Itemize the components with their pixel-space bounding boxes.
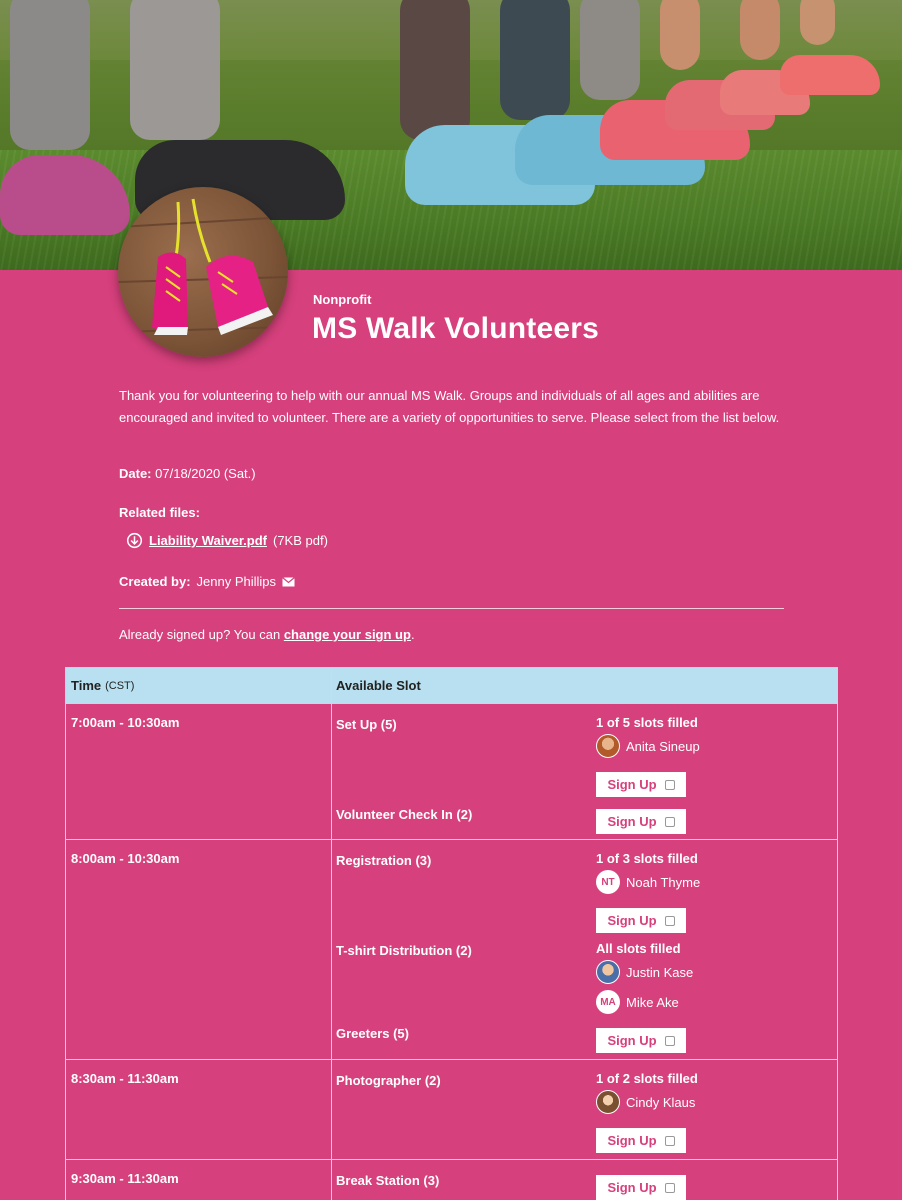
volunteer-name: Anita Sineup (626, 738, 700, 754)
file-download-link[interactable]: Liability Waiver.pdf (149, 533, 267, 548)
sign-up-label: Sign Up (607, 777, 657, 792)
table-row (66, 1059, 837, 1159)
row-slots (332, 840, 837, 1059)
created-by-label: Created by: (119, 574, 191, 589)
table-row (66, 703, 837, 839)
hero-leg (400, 0, 470, 140)
sign-up-checkbox[interactable] (665, 1183, 675, 1193)
sign-up-button[interactable] (596, 809, 686, 834)
sign-up-button[interactable] (596, 1128, 686, 1153)
volunteer (596, 990, 679, 1014)
sign-up-button[interactable] (596, 1175, 686, 1200)
slots-table (65, 667, 838, 1200)
header-time (66, 668, 332, 703)
slot-fill-status: 1 of 3 slots filled (596, 851, 698, 866)
header-available-slot: Available Slot (336, 678, 421, 693)
intro-description: Thank you for volunteering to help with our annual MS Walk. Groups and individuals of all ages and abilities are encouraged and invited to volunteer. There are a variety of opportunities to serve. Please select from the list below. (119, 388, 780, 425)
download-icon[interactable] (126, 532, 143, 549)
hero-leg (740, 0, 780, 60)
sign-up-checkbox[interactable] (665, 916, 675, 926)
sneakers-illustration (118, 187, 288, 357)
volunteer-avatar (596, 960, 620, 984)
row-slots (332, 1160, 837, 1200)
volunteer (596, 1090, 695, 1114)
volunteer (596, 870, 700, 894)
already-end: . (410, 627, 415, 642)
hero-leg (800, 0, 835, 45)
slot-name: Registration (3) (336, 853, 432, 868)
volunteer-name: Cindy Klaus (626, 1094, 696, 1110)
volunteer-avatar (596, 1090, 620, 1114)
row-time: 8:30am - 11:30am (66, 1060, 332, 1159)
volunteer-name: Noah Thyme (626, 874, 701, 890)
sign-up-label: Sign Up (607, 913, 657, 928)
table-row (66, 839, 837, 1059)
organization-type: Nonprofit (313, 292, 372, 307)
slot-name: Set Up (5) (336, 717, 397, 732)
sign-up-label: Sign Up (607, 814, 657, 829)
slot-fill-status: 1 of 2 slots filled (596, 1071, 698, 1086)
email-icon[interactable] (282, 577, 295, 587)
slot-fill-status: 1 of 5 slots filled (596, 715, 698, 730)
volunteer-initials: NT (596, 870, 620, 894)
already-text: Already signed up? You can (119, 627, 281, 642)
row-slots (332, 1060, 837, 1159)
sign-up-label: Sign Up (607, 1180, 657, 1195)
header-time-tz: (CST) (105, 679, 135, 692)
table-header (66, 668, 837, 703)
volunteer (596, 960, 693, 984)
sign-up-button[interactable] (596, 772, 686, 797)
row-time: 8:00am - 10:30am (66, 840, 332, 1059)
event-date (119, 466, 256, 481)
hero-leg (130, 0, 220, 140)
hero-leg (580, 0, 640, 100)
change-signup-link[interactable]: change your sign up (283, 627, 411, 642)
slot-name: Volunteer Check In (2) (336, 807, 473, 822)
slot-name: T-shirt Distribution (2) (336, 943, 472, 958)
related-files-label: Related files: (119, 505, 200, 520)
sign-up-checkbox[interactable] (665, 817, 675, 827)
date-value: 07/18/2020 (Sat.) (155, 466, 256, 481)
sign-up-checkbox[interactable] (665, 1136, 675, 1146)
sign-up-button[interactable] (596, 908, 686, 933)
slot-name: Break Station (3) (336, 1173, 440, 1188)
creator-name: Jenny Phillips (196, 574, 277, 589)
slot-name: Greeters (5) (336, 1026, 409, 1041)
sign-up-checkbox[interactable] (665, 1036, 675, 1046)
hero-leg (10, 0, 90, 150)
table-row (66, 1159, 837, 1200)
slot-name: Photographer (2) (336, 1073, 441, 1088)
hero-leg (660, 0, 700, 70)
volunteer-avatar (596, 734, 620, 758)
hero-shoe (780, 55, 880, 95)
section-divider (119, 608, 784, 609)
header-time-label: Time (71, 678, 102, 693)
sign-up-button[interactable] (596, 1028, 686, 1053)
volunteer (596, 734, 700, 758)
page-title: MS Walk Volunteers (312, 312, 599, 345)
volunteer-name: Justin Kase (626, 964, 694, 980)
sign-up-checkbox[interactable] (665, 780, 675, 790)
signup-logo-image (118, 187, 288, 357)
already-signed-up (119, 627, 415, 642)
slot-fill-status: All slots filled (596, 941, 681, 956)
row-slots (332, 704, 837, 839)
row-time: 7:00am - 10:30am (66, 704, 332, 839)
related-file (126, 532, 328, 549)
date-label: Date: (119, 466, 152, 481)
hero-leg (500, 0, 570, 120)
volunteer-initials: MA (596, 990, 620, 1014)
volunteer-name: Mike Ake (626, 994, 679, 1010)
row-time: 9:30am - 11:30am (66, 1160, 332, 1200)
sign-up-label: Sign Up (607, 1033, 657, 1048)
sign-up-label: Sign Up (607, 1133, 657, 1148)
file-meta: (7KB pdf) (272, 533, 328, 548)
created-by (119, 574, 295, 589)
